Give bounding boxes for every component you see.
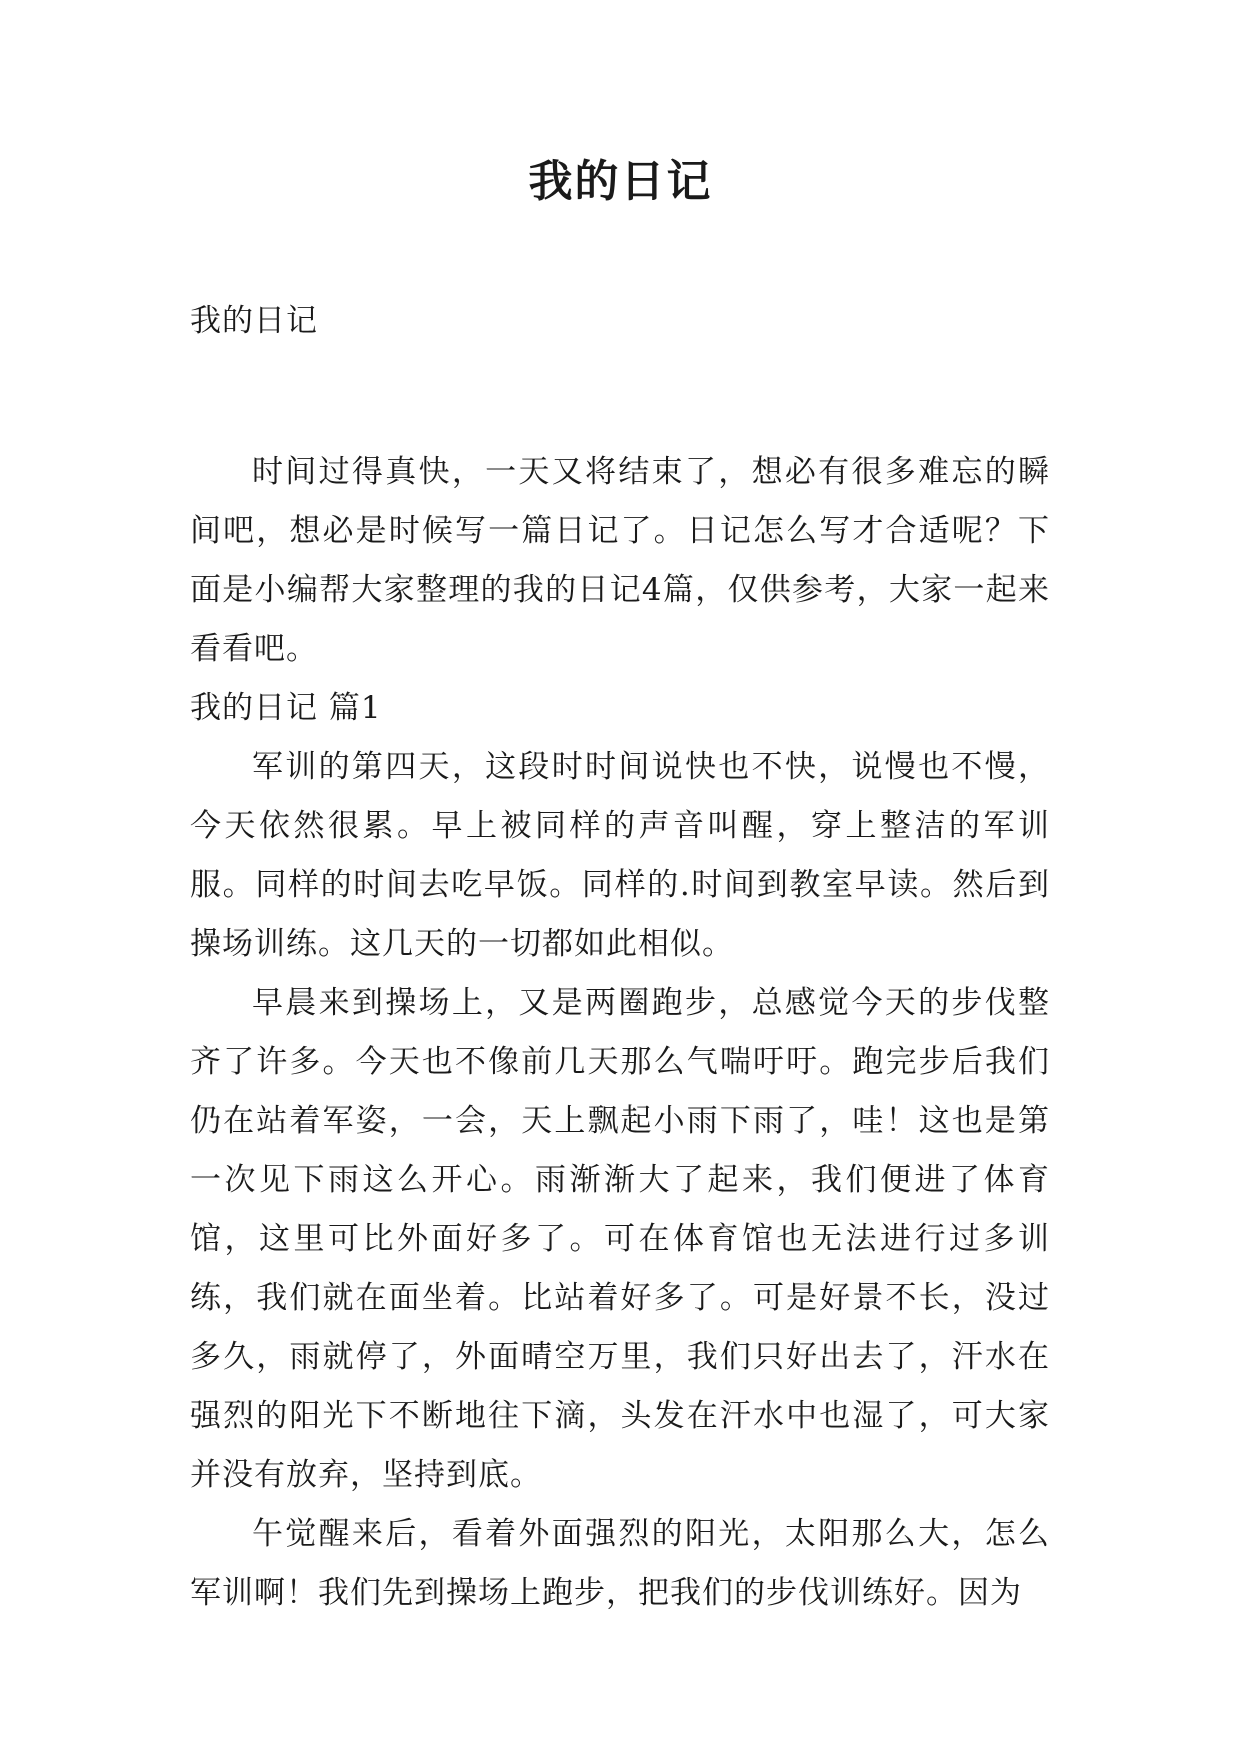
section-heading: 我的日记 篇1 (190, 690, 382, 726)
body-paragraph: 午觉醒来后，看着外面强烈的阳光，太阳那么大，怎么军训啊！我们先到操场上跑步，把我们的步伐训练好。因为 (190, 1516, 1050, 1611)
body-paragraph: 早晨来到操场上，又是两圈跑步，总感觉今天的步伐整齐了许多。今天也不像前几天那么气喘吁吁。跑完步后我们仍在站着军姿，一会，天上飘起小雨下雨了，哇！这也是第一次见下雨这么开心。雨渐渐大了起来，我们便进了体育馆，这里可比外面好多了。可在体育馆也无法进行过多训练，我们就在面坐着。比站着好多了。可是好景不长，没过多久，雨就停了，外面晴空万里，我们只好出去了，汗水在强烈的阳光下不断地往下滴，头发在汗水中也湿了，可大家并没有放弃，坚持到底。 (190, 985, 1050, 1493)
intro-paragraph: 时间过得真快，一天又将结束了，想必有很多难忘的瞬间吧，想必是时候写一篇日记了。日记怎么写才合适呢？下面是小编帮大家整理的我的日记4篇，仅供参考，大家一起来看看吧。 (190, 454, 1050, 667)
document-body (190, 292, 1050, 1623)
document-subtitle: 我的日记 (190, 303, 318, 339)
body-paragraph: 军训的第四天，这段时时间说快也不快，说慢也不慢，今天依然很累。早上被同样的声音叫醒，穿上整洁的军训服。同样的时间去吃早饭。同样的.时间到教室早读。然后到操场训练。这几天的一切都如此相似。 (190, 749, 1050, 962)
document-title: 我的日记 (528, 156, 713, 207)
